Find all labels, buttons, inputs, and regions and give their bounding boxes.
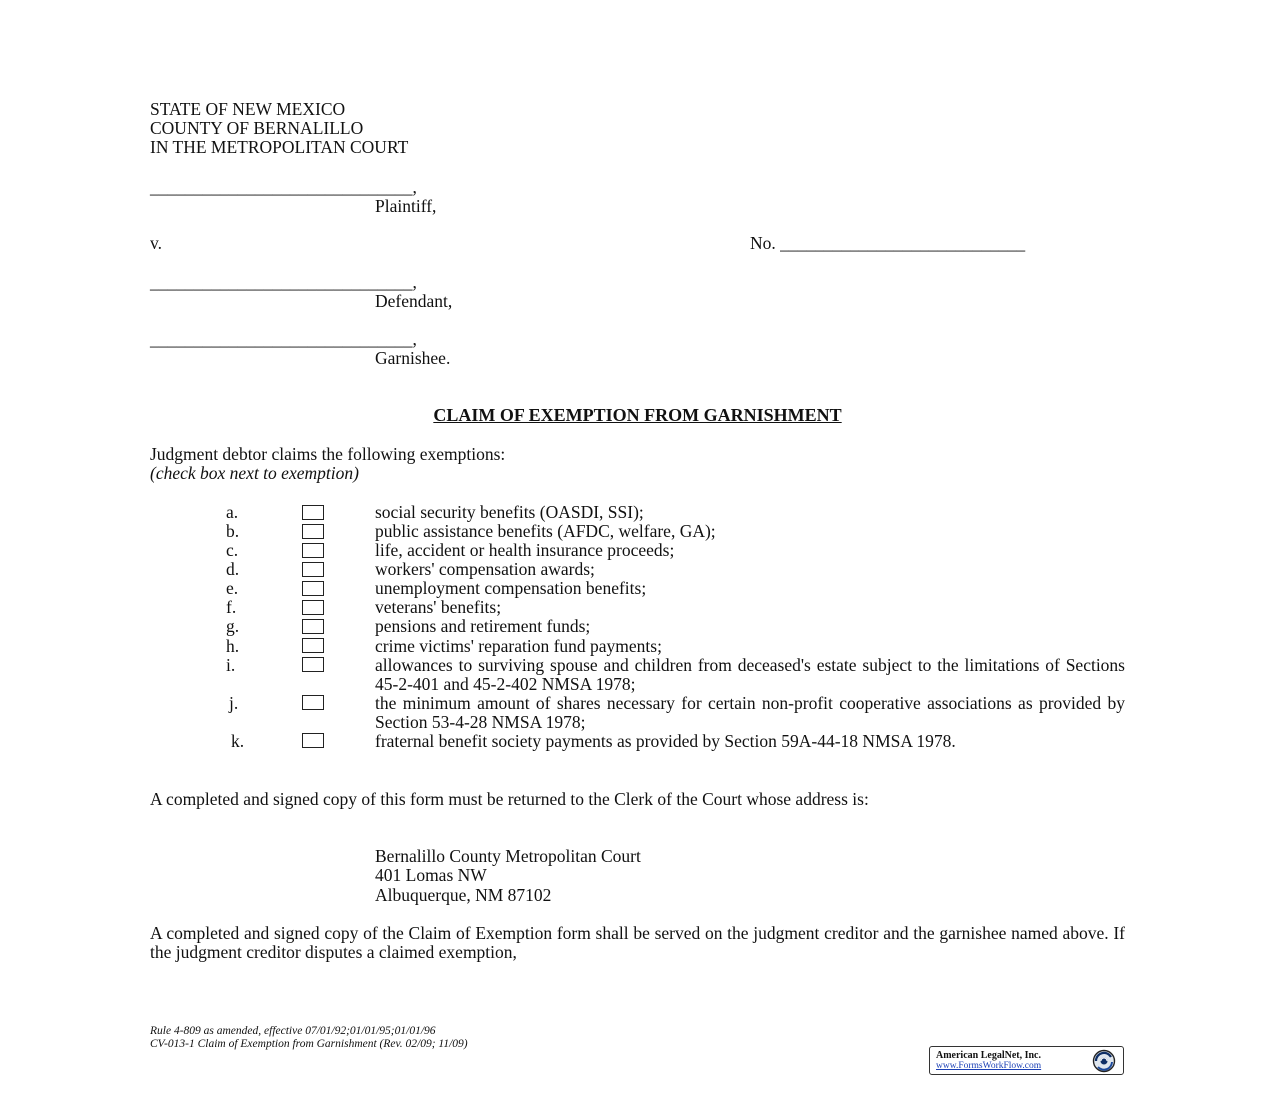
exemption-text: the minimum amount of shares necessary for certain non-profit cooperative associations as provided by Section 53-4-28 NMSA 1978; bbox=[375, 693, 1125, 732]
swirl-logo-icon bbox=[1086, 1049, 1120, 1073]
exemption-checkbox-d[interactable] bbox=[302, 562, 324, 577]
exemption-letter: c. bbox=[226, 540, 239, 560]
exemption-letter: h. bbox=[226, 636, 240, 656]
exemption-checkbox-f[interactable] bbox=[302, 600, 324, 615]
exemption-checkbox-b[interactable] bbox=[302, 524, 324, 539]
footer-rule: Rule 4-809 as amended, effective 07/01/92;01/01/95;01/01/96 bbox=[150, 1025, 436, 1037]
county-heading: COUNTY OF BERNALILLO bbox=[150, 118, 364, 138]
exemption-text: veterans' benefits; bbox=[375, 597, 502, 617]
footer-form-id: CV-013-1 Claim of Exemption from Garnishment (Rev. 02/09; 11/09) bbox=[150, 1038, 468, 1050]
plaintiff-blank[interactable]: ______________________________, bbox=[150, 177, 417, 197]
case-number-field[interactable]: No. ____________________________ bbox=[750, 233, 1026, 253]
form-title: CLAIM OF EXEMPTION FROM GARNISHMENT bbox=[433, 405, 842, 425]
exemption-text: pensions and retirement funds; bbox=[375, 616, 591, 636]
court-address-name: Bernalillo County Metropolitan Court bbox=[375, 846, 641, 866]
court-address-street: 401 Lomas NW bbox=[375, 865, 487, 885]
exemption-text: workers' compensation awards; bbox=[375, 559, 595, 579]
intro-line: Judgment debtor claims the following exemptions: bbox=[150, 444, 506, 464]
exemption-checkbox-c[interactable] bbox=[302, 543, 324, 558]
exemption-letter: d. bbox=[226, 559, 240, 579]
badge-brand: American LegalNet, Inc. bbox=[936, 1050, 1041, 1061]
exemption-checkbox-j[interactable] bbox=[302, 695, 324, 710]
exemption-letter: j. bbox=[229, 693, 239, 713]
exemption-letter: g. bbox=[226, 616, 240, 636]
american-legalnet-badge[interactable] bbox=[929, 1046, 1124, 1075]
plaintiff-label: Plaintiff, bbox=[375, 196, 437, 216]
exemption-letter: k. bbox=[231, 731, 245, 751]
exemption-letter: b. bbox=[226, 521, 240, 541]
defendant-label: Defendant, bbox=[375, 291, 453, 311]
exemption-checkbox-i[interactable] bbox=[302, 657, 324, 672]
service-instruction: A completed and signed copy of the Claim of Exemption form shall be served on the judgment creditor and the garnishee named above. If the judgment creditor disputes a claimed exemption, bbox=[150, 923, 1125, 962]
exemption-text: social security benefits (OASDI, SSI); bbox=[375, 502, 644, 522]
exemption-letter: f. bbox=[226, 597, 237, 617]
exemption-text: fraternal benefit society payments as provided by Section 59A-44-18 NMSA 1978. bbox=[375, 731, 956, 751]
exemption-text: crime victims' reparation fund payments; bbox=[375, 636, 662, 656]
versus-label: v. bbox=[150, 233, 162, 253]
court-address-city: Albuquerque, NM 87102 bbox=[375, 885, 552, 905]
garnishee-label: Garnishee. bbox=[375, 348, 451, 368]
exemption-checkbox-k[interactable] bbox=[302, 733, 324, 748]
intro-instruction: (check box next to exemption) bbox=[150, 463, 359, 483]
exemption-letter: e. bbox=[226, 578, 239, 598]
exemption-text: public assistance benefits (AFDC, welfare, GA); bbox=[375, 521, 716, 541]
exemption-checkbox-g[interactable] bbox=[302, 619, 324, 634]
return-instruction: A completed and signed copy of this form must be returned to the Clerk of the Court whose address is: bbox=[150, 789, 869, 809]
garnishee-blank[interactable]: ______________________________, bbox=[150, 329, 417, 349]
state-heading: STATE OF NEW MEXICO bbox=[150, 99, 346, 119]
exemption-letter: i. bbox=[226, 655, 236, 675]
defendant-blank[interactable]: ______________________________, bbox=[150, 272, 417, 292]
badge-url-link[interactable]: www.FormsWorkFlow.com bbox=[936, 1061, 1042, 1071]
exemption-text: life, accident or health insurance proceeds; bbox=[375, 540, 675, 560]
exemption-text: allowances to surviving spouse and children from deceased's estate subject to the limitations of Sections 45-2-401 and 45-2-402 NMSA 1978; bbox=[375, 655, 1125, 694]
exemption-checkbox-a[interactable] bbox=[302, 505, 324, 520]
exemption-checkbox-h[interactable] bbox=[302, 638, 324, 653]
court-heading: IN THE METROPOLITAN COURT bbox=[150, 137, 409, 157]
exemption-text: unemployment compensation benefits; bbox=[375, 578, 647, 598]
exemption-checkbox-e[interactable] bbox=[302, 581, 324, 596]
exemption-letter: a. bbox=[226, 502, 239, 522]
